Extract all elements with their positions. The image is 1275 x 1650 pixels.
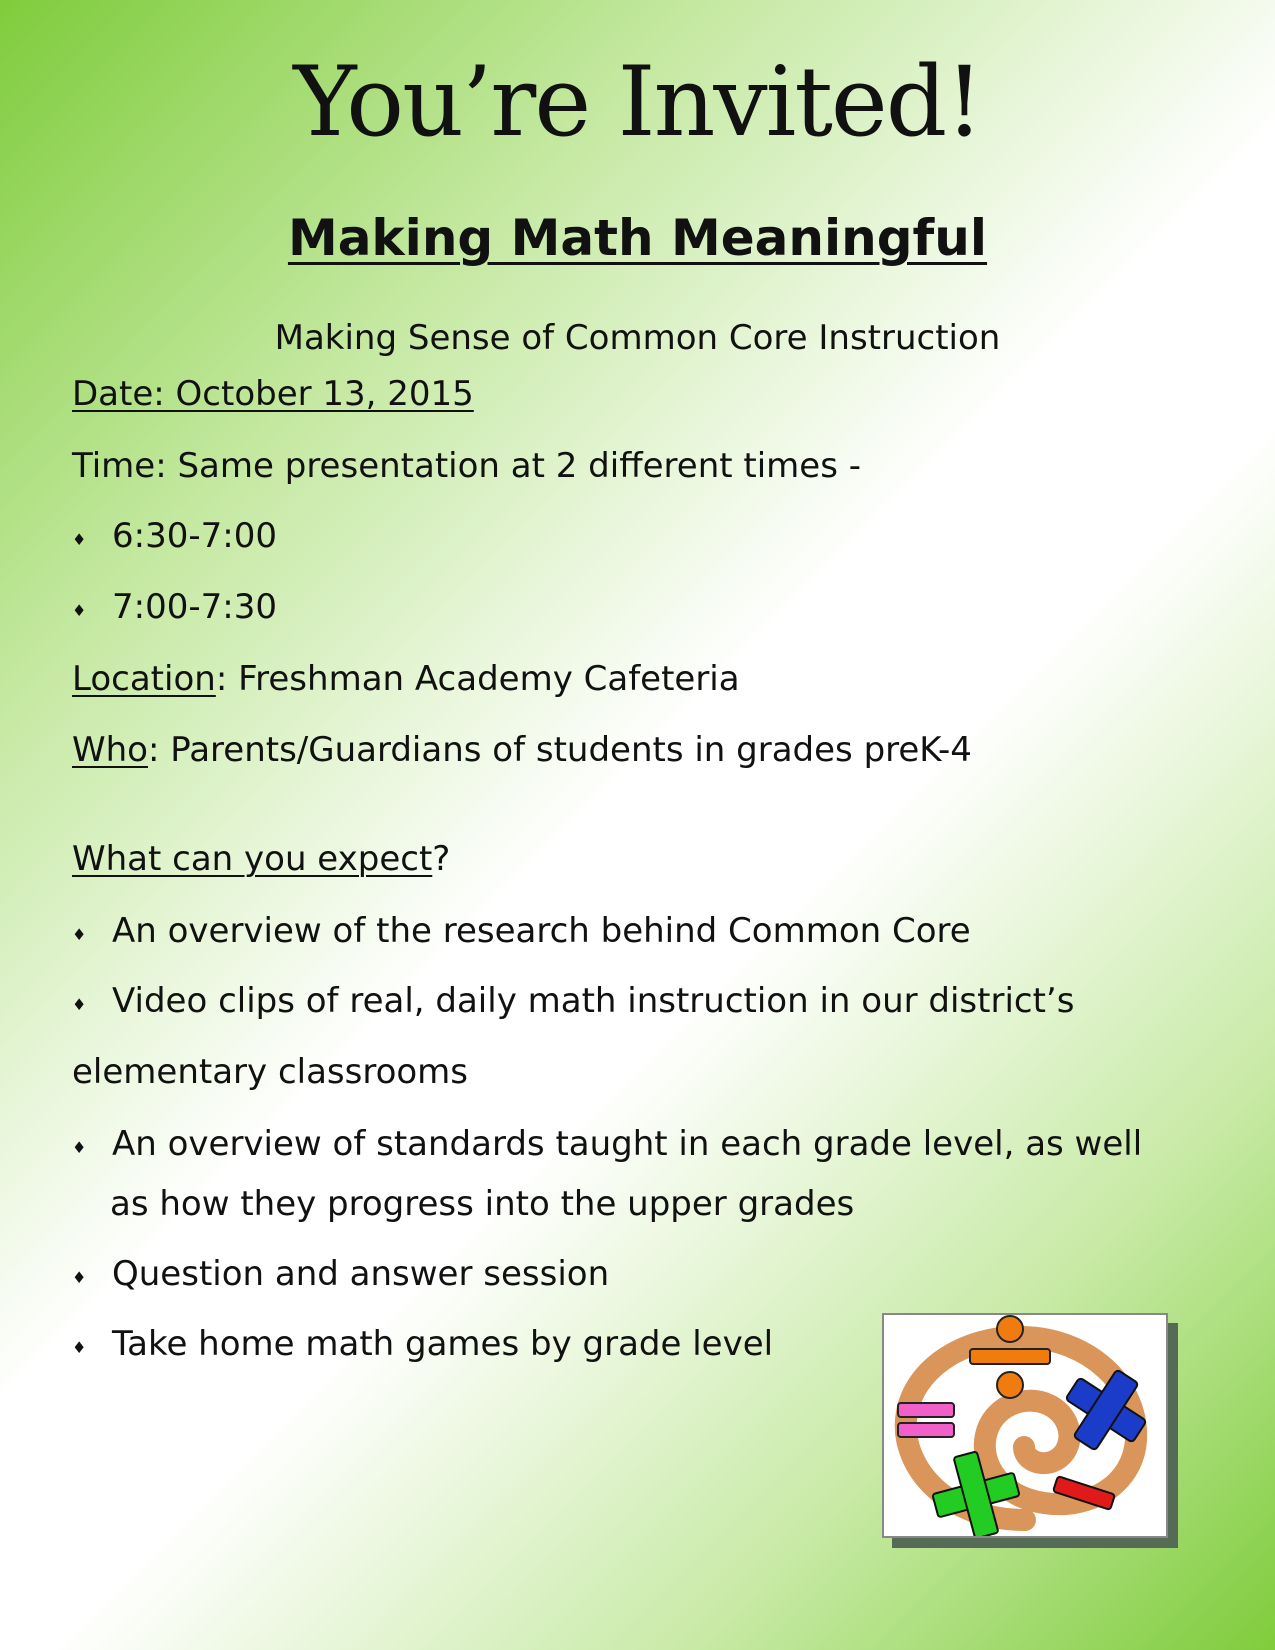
bullet-icon: ♦ (72, 1138, 87, 1157)
expect-item-text: Video clips of real, daily math instruction in our district’s (112, 981, 1075, 1021)
bullet-icon: ♦ (72, 925, 87, 944)
expect-item-text: An overview of standards taught in each grade level, as well (112, 1124, 1143, 1164)
math-symbols-clipart (882, 1313, 1168, 1538)
expect-item-continuation: elementary classrooms (72, 1052, 469, 1092)
page-title: You’re Invited! (293, 46, 982, 158)
expect-heading-text: What can you expect (72, 839, 433, 879)
event-title-text: Making Math Meaningful (287, 209, 988, 267)
event-audience (72, 730, 972, 771)
math-symbols-icon (884, 1315, 1166, 1536)
event-time (72, 446, 861, 487)
expect-heading-suffix: ? (432, 839, 451, 879)
expect-item-text: Question and answer session (112, 1254, 610, 1294)
expect-item-text: Take home math games by grade level (112, 1324, 774, 1364)
bullet-icon: ♦ (72, 530, 87, 549)
time-slot-text: 6:30-7:00 (112, 516, 277, 556)
event-date: Date: October 13, 2015 (72, 374, 474, 414)
who-label: Who (72, 730, 148, 770)
time-value: Same presentation at 2 different times - (166, 446, 861, 486)
expect-item-text: An overview of the research behind Common Core (112, 911, 971, 951)
event-location (72, 659, 740, 700)
bullet-icon: ♦ (72, 1268, 87, 1287)
bullet-icon: ♦ (72, 1338, 87, 1357)
bullet-icon: ♦ (72, 601, 87, 620)
expect-heading (72, 839, 450, 880)
event-title (0, 208, 1275, 268)
event-tagline: Making Sense of Common Core Instruction (274, 318, 1001, 358)
location-value: : Freshman Academy Cafeteria (215, 659, 740, 699)
time-slot-text: 7:00-7:30 (112, 587, 277, 627)
bullet-icon: ♦ (72, 995, 87, 1014)
location-label: Location (72, 659, 216, 699)
who-value: : Parents/Guardians of students in grades preK-4 (147, 730, 972, 770)
expect-item-continuation: as how they progress into the upper grades (110, 1184, 855, 1224)
time-label: Time: (72, 446, 167, 486)
